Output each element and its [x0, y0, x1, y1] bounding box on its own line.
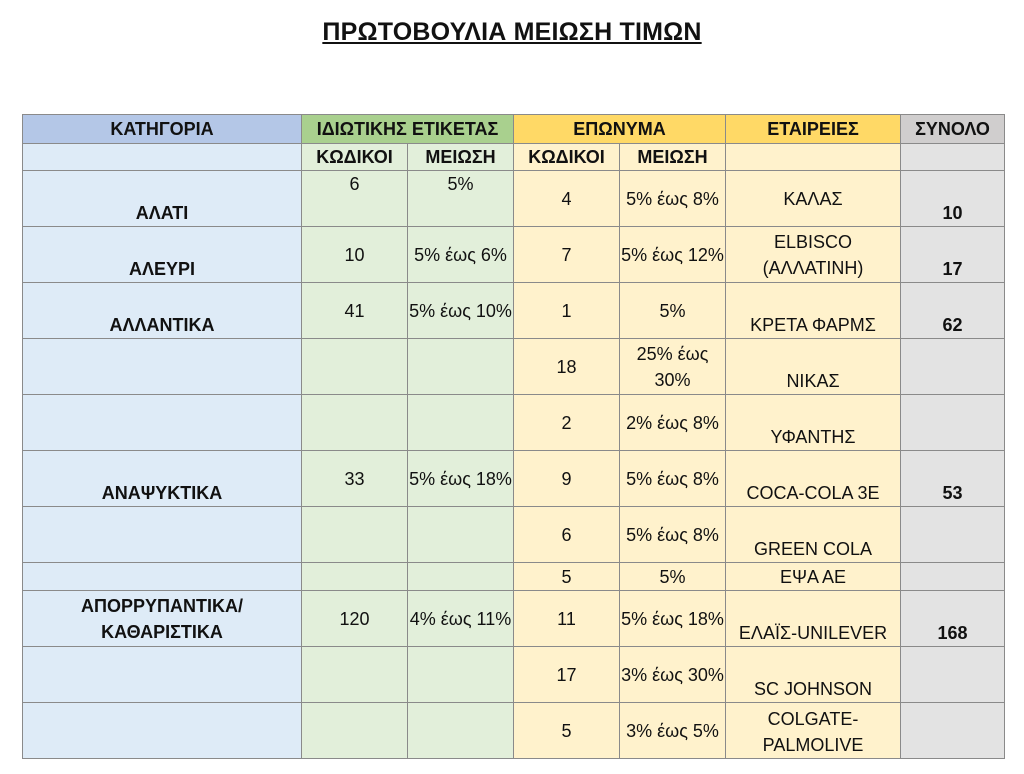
subheader-brand-reduction: ΜΕΙΩΣΗ	[620, 144, 726, 171]
company-cell: COLGATE-PALMOLIVE	[726, 703, 901, 759]
private-reduction-cell	[408, 507, 514, 563]
brand-codes-cell: 11	[514, 591, 620, 647]
private-reduction-cell	[408, 339, 514, 395]
private-reduction-cell: 5% έως 10%	[408, 283, 514, 339]
category-cell	[23, 563, 302, 591]
category-cell: ΑΠΟΡΡΥΠΑΝΤΙΚΑ/ ΚΑΘΑΡΙΣΤΙΚΑ	[23, 591, 302, 647]
private-reduction-cell	[408, 703, 514, 759]
total-cell	[901, 395, 1005, 451]
brand-codes-cell: 7	[514, 227, 620, 283]
private-codes-cell	[302, 507, 408, 563]
brand-reduction-cell: 3% έως 5%	[620, 703, 726, 759]
table-row	[23, 227, 1005, 283]
total-cell: 168	[901, 591, 1005, 647]
company-cell: GREEN COLA	[726, 507, 901, 563]
brand-codes-cell: 6	[514, 507, 620, 563]
private-codes-cell	[302, 703, 408, 759]
subheader-private-reduction: ΜΕΙΩΣΗ	[408, 144, 514, 171]
company-cell: ΥΦΑΝΤΗΣ	[726, 395, 901, 451]
private-codes-cell: 10	[302, 227, 408, 283]
total-cell	[901, 703, 1005, 759]
category-cell	[23, 647, 302, 703]
private-reduction-cell	[408, 395, 514, 451]
subheader-empty	[726, 144, 901, 171]
private-reduction-cell: 5% έως 18%	[408, 451, 514, 507]
table-row	[23, 395, 1005, 451]
brand-reduction-cell: 5%	[620, 563, 726, 591]
company-cell: SC JOHNSON	[726, 647, 901, 703]
brand-codes-cell: 1	[514, 283, 620, 339]
table-row	[23, 339, 1005, 395]
table-row	[23, 171, 1005, 227]
brand-reduction-cell: 3% έως 30%	[620, 647, 726, 703]
private-codes-cell	[302, 563, 408, 591]
private-codes-cell: 33	[302, 451, 408, 507]
header-branded: ΕΠΩΝΥΜΑ	[514, 115, 726, 144]
company-cell: ΕΛΑΪΣ-UNILEVER	[726, 591, 901, 647]
subheader-private-codes: ΚΩΔΙΚΟΙ	[302, 144, 408, 171]
private-reduction-cell	[408, 647, 514, 703]
private-reduction-cell	[408, 563, 514, 591]
private-codes-cell: 120	[302, 591, 408, 647]
brand-reduction-cell: 2% έως 8%	[620, 395, 726, 451]
category-cell	[23, 507, 302, 563]
total-cell	[901, 563, 1005, 591]
private-codes-cell: 41	[302, 283, 408, 339]
total-cell	[901, 507, 1005, 563]
private-reduction-cell: 4% έως 11%	[408, 591, 514, 647]
brand-reduction-cell: 5% έως 12%	[620, 227, 726, 283]
company-cell: ΕΨΑ ΑΕ	[726, 563, 901, 591]
private-reduction-cell: 5%	[408, 171, 514, 227]
brand-codes-cell: 18	[514, 339, 620, 395]
brand-reduction-cell: 5% έως 8%	[620, 171, 726, 227]
table-row	[23, 703, 1005, 759]
private-codes-cell	[302, 395, 408, 451]
total-cell: 62	[901, 283, 1005, 339]
total-cell	[901, 647, 1005, 703]
total-cell	[901, 339, 1005, 395]
table-row	[23, 451, 1005, 507]
private-reduction-cell: 5% έως 6%	[408, 227, 514, 283]
brand-codes-cell: 9	[514, 451, 620, 507]
brand-codes-cell: 17	[514, 647, 620, 703]
company-cell: ΚΡΕΤΑ ΦΑΡΜΣ	[726, 283, 901, 339]
category-cell	[23, 339, 302, 395]
header-private-label: ΙΔΙΩΤΙΚΗΣ ΕΤΙΚΕΤΑΣ	[302, 115, 514, 144]
brand-reduction-cell: 5% έως 8%	[620, 451, 726, 507]
header-companies: ΕΤΑΙΡΕΙΕΣ	[726, 115, 901, 144]
company-cell: ELBISCO (ΑΛΛΑΤΙΝΗ)	[726, 227, 901, 283]
subheader-empty	[23, 144, 302, 171]
category-cell	[23, 395, 302, 451]
private-codes-cell	[302, 647, 408, 703]
total-cell: 53	[901, 451, 1005, 507]
company-cell: ΝΙΚΑΣ	[726, 339, 901, 395]
company-cell: ΚΑΛΑΣ	[726, 171, 901, 227]
price-reduction-table	[22, 114, 1005, 759]
brand-reduction-cell: 5% έως 8%	[620, 507, 726, 563]
category-cell: ΑΛΕΥΡΙ	[23, 227, 302, 283]
table-row	[23, 283, 1005, 339]
table-row	[23, 591, 1005, 647]
total-cell: 17	[901, 227, 1005, 283]
subheader-brand-codes: ΚΩΔΙΚΟΙ	[514, 144, 620, 171]
page-title: ΠΡΩΤΟΒΟΥΛΙΑ ΜΕΙΩΣΗ ΤΙΜΩΝ	[322, 18, 702, 46]
header-category: ΚΑΤΗΓΟΡΙΑ	[23, 115, 302, 144]
total-cell: 10	[901, 171, 1005, 227]
table-row	[23, 563, 1005, 591]
brand-reduction-cell: 5%	[620, 283, 726, 339]
category-cell: ΑΝΑΨΥΚΤΙΚΑ	[23, 451, 302, 507]
header-row	[23, 115, 1005, 144]
brand-codes-cell: 5	[514, 563, 620, 591]
brand-reduction-cell: 5% έως 18%	[620, 591, 726, 647]
brand-reduction-cell: 25% έως 30%	[620, 339, 726, 395]
private-codes-cell: 6	[302, 171, 408, 227]
table-row	[23, 507, 1005, 563]
subheader-row	[23, 144, 1005, 171]
header-total: ΣΥΝΟΛΟ	[901, 115, 1005, 144]
category-cell	[23, 703, 302, 759]
table-row	[23, 647, 1005, 703]
brand-codes-cell: 5	[514, 703, 620, 759]
private-codes-cell	[302, 339, 408, 395]
category-cell: ΑΛΛΑΝΤΙΚΑ	[23, 283, 302, 339]
brand-codes-cell: 4	[514, 171, 620, 227]
brand-codes-cell: 2	[514, 395, 620, 451]
subheader-empty	[901, 144, 1005, 171]
company-cell: COCA-COLA 3E	[726, 451, 901, 507]
category-cell: ΑΛΑΤΙ	[23, 171, 302, 227]
